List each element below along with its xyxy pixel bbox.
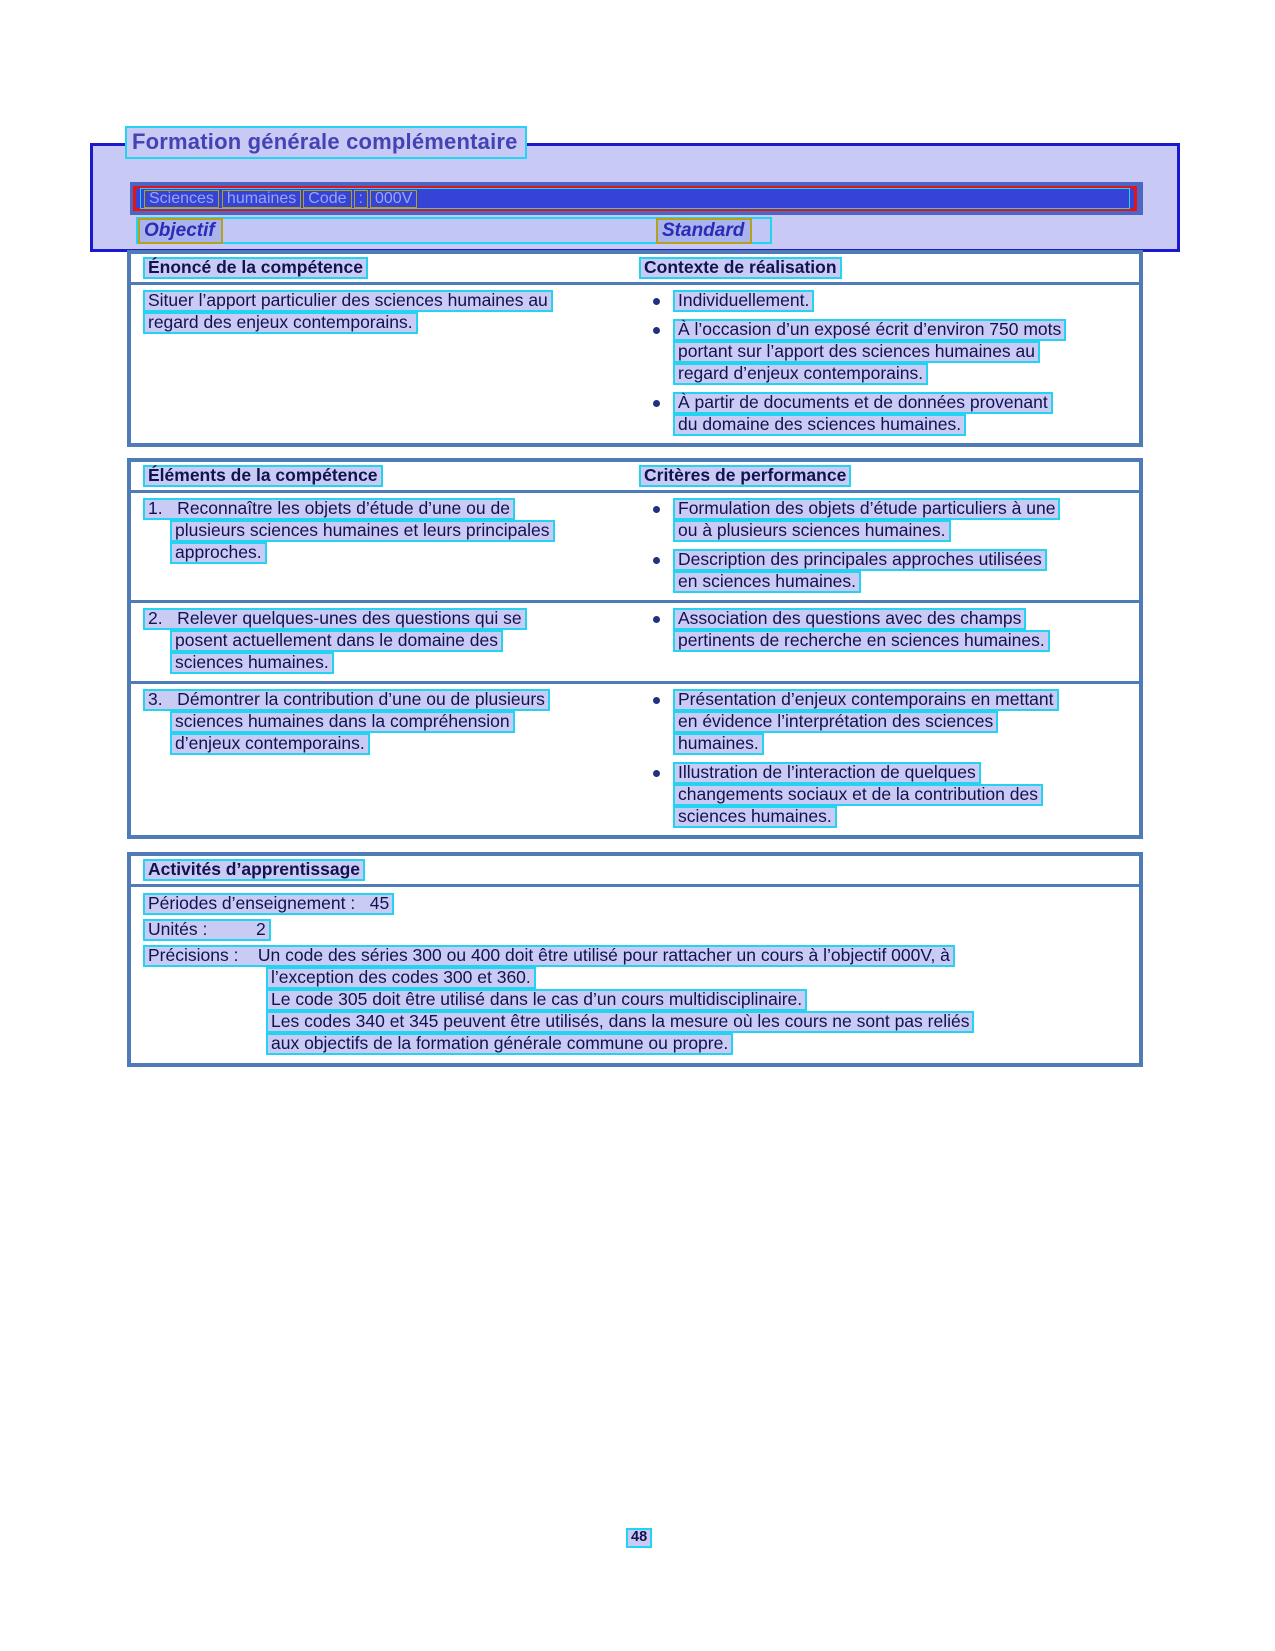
critere-line: ou à plusieurs sciences humaines. (673, 520, 951, 542)
critere-line: humaines. (673, 733, 764, 755)
precisions-line: Précisions : Un code des séries 300 ou 400 doit être utilisé pour rattacher un cours à l’objectif 000V, à (143, 945, 955, 967)
contexte-line: portant sur l’apport des sciences humaines au (673, 341, 1040, 363)
contexte-line: À l’occasion d’un exposé écrit d’environ 750 mots (673, 319, 1066, 341)
activities-table-header (131, 856, 1139, 887)
precisions-line: Le code 305 doit être utilisé dans le cas d’un cours multidisciplinaire. (266, 989, 807, 1011)
precisions-line: aux objectifs de la formation générale commune ou propre. (266, 1033, 733, 1055)
critere-line: sciences humaines. (673, 806, 837, 828)
element-line: 1. Reconnaître les objets d’étude d’une ou de (143, 498, 515, 520)
bullet-icon (639, 549, 673, 593)
page-title (125, 126, 527, 159)
critere-line: Formulation des objets d’étude particuliers à une (673, 498, 1060, 520)
contexte-line: À partir de documents et de données provenant (673, 392, 1053, 414)
precisions-line: l’exception des codes 300 et 360. (266, 967, 536, 989)
page-number-text: 48 (626, 1528, 652, 1548)
element-line: sciences humaines. (170, 652, 334, 674)
critere-item (639, 498, 1139, 542)
element-line: 2. Relever quelques-unes des questions qui se (143, 608, 527, 630)
code-label: Code (303, 190, 351, 208)
enonce-line: Situer l’apport particulier des sciences humaines au (143, 290, 553, 312)
critere-line: Présentation d’enjeux contemporains en mettant (673, 689, 1059, 711)
element-cell (131, 689, 639, 828)
bullet-icon (639, 608, 673, 652)
contexte-line: regard d’enjeux contemporains. (673, 363, 928, 385)
critere-item (639, 608, 1139, 652)
critere-line: changements sociaux et de la contribution des (673, 784, 1043, 806)
competence-row (131, 285, 1139, 443)
page-number (626, 1528, 652, 1548)
course-bar-selected (133, 186, 1137, 211)
unites-line: Unités : 2 (143, 919, 271, 941)
activities-header: Activités d’apprentissage (143, 859, 365, 881)
course-bar-line (140, 188, 1130, 209)
criteres-cell (639, 689, 1139, 828)
activities-content (131, 887, 1139, 1063)
critere-line: en évidence l’interprétation des sciences (673, 711, 998, 733)
code-separator: : (354, 190, 368, 208)
enonce-line: regard des enjeux contemporains. (143, 312, 418, 334)
criteres-header: Critères de performance (639, 465, 851, 487)
contexte-item (639, 290, 1139, 312)
element-cell (131, 608, 639, 674)
element-cell (131, 498, 639, 593)
element-line: posent actuellement dans le domaine des (170, 630, 503, 652)
code-value: 000V (370, 190, 417, 208)
bullet-icon (639, 498, 673, 542)
element-row (131, 603, 1139, 684)
activities-table (127, 852, 1143, 1067)
bullet-icon (639, 762, 673, 828)
contexte-header: Contexte de réalisation (639, 257, 842, 279)
critere-line: en sciences humaines. (673, 571, 861, 593)
element-line: 3. Démontrer la contribution d’une ou de plusieurs (143, 689, 550, 711)
elements-header: Éléments de la compétence (143, 465, 383, 487)
bullet-icon (639, 290, 673, 312)
periodes-line: Périodes d’enseignement : 45 (143, 893, 394, 915)
competence-table (127, 250, 1143, 447)
competence-table-header (131, 254, 1139, 285)
critere-line: Association des questions avec des champs (673, 608, 1026, 630)
bullet-icon (639, 689, 673, 755)
elements-table-header (131, 462, 1139, 493)
contexte-item (639, 392, 1139, 436)
course-name-word: Sciences (144, 190, 219, 208)
course-name-word: humaines (222, 190, 301, 208)
bullet-icon (639, 319, 673, 385)
element-line: d’enjeux contemporains. (170, 733, 370, 755)
precisions-line: Les codes 340 et 345 peuvent être utilisés, dans la mesure où les cours ne sont pas reliés (266, 1011, 974, 1033)
contexte-line: Individuellement. (673, 290, 814, 312)
critere-line: Illustration de l’interaction de quelques (673, 762, 981, 784)
element-row (131, 493, 1139, 603)
page-title-text: Formation générale complémentaire (132, 129, 518, 154)
contexte-line: du domaine des sciences humaines. (673, 414, 966, 436)
enonce-header: Énoncé de la compétence (143, 257, 368, 279)
standard-label: Standard (656, 218, 752, 244)
enonce-cell (131, 290, 639, 436)
contexte-cell (639, 290, 1139, 436)
critere-line: Description des principales approches utilisées (673, 549, 1047, 571)
critere-item (639, 549, 1139, 593)
bullet-icon (639, 392, 673, 436)
elements-table (127, 458, 1143, 839)
contexte-item (639, 319, 1139, 385)
critere-item (639, 689, 1139, 755)
course-bar-band (130, 182, 1143, 215)
criteres-cell (639, 608, 1139, 674)
critere-item (639, 762, 1139, 828)
element-row (131, 684, 1139, 835)
criteres-cell (639, 498, 1139, 593)
element-line: sciences humaines dans la compréhension (170, 711, 515, 733)
element-line: approches. (170, 542, 267, 564)
critere-line: pertinents de recherche en sciences humaines. (673, 630, 1050, 652)
objectif-label: Objectif (138, 218, 223, 244)
objectif-standard-row (136, 217, 772, 244)
element-line: plusieurs sciences humaines et leurs principales (170, 520, 555, 542)
